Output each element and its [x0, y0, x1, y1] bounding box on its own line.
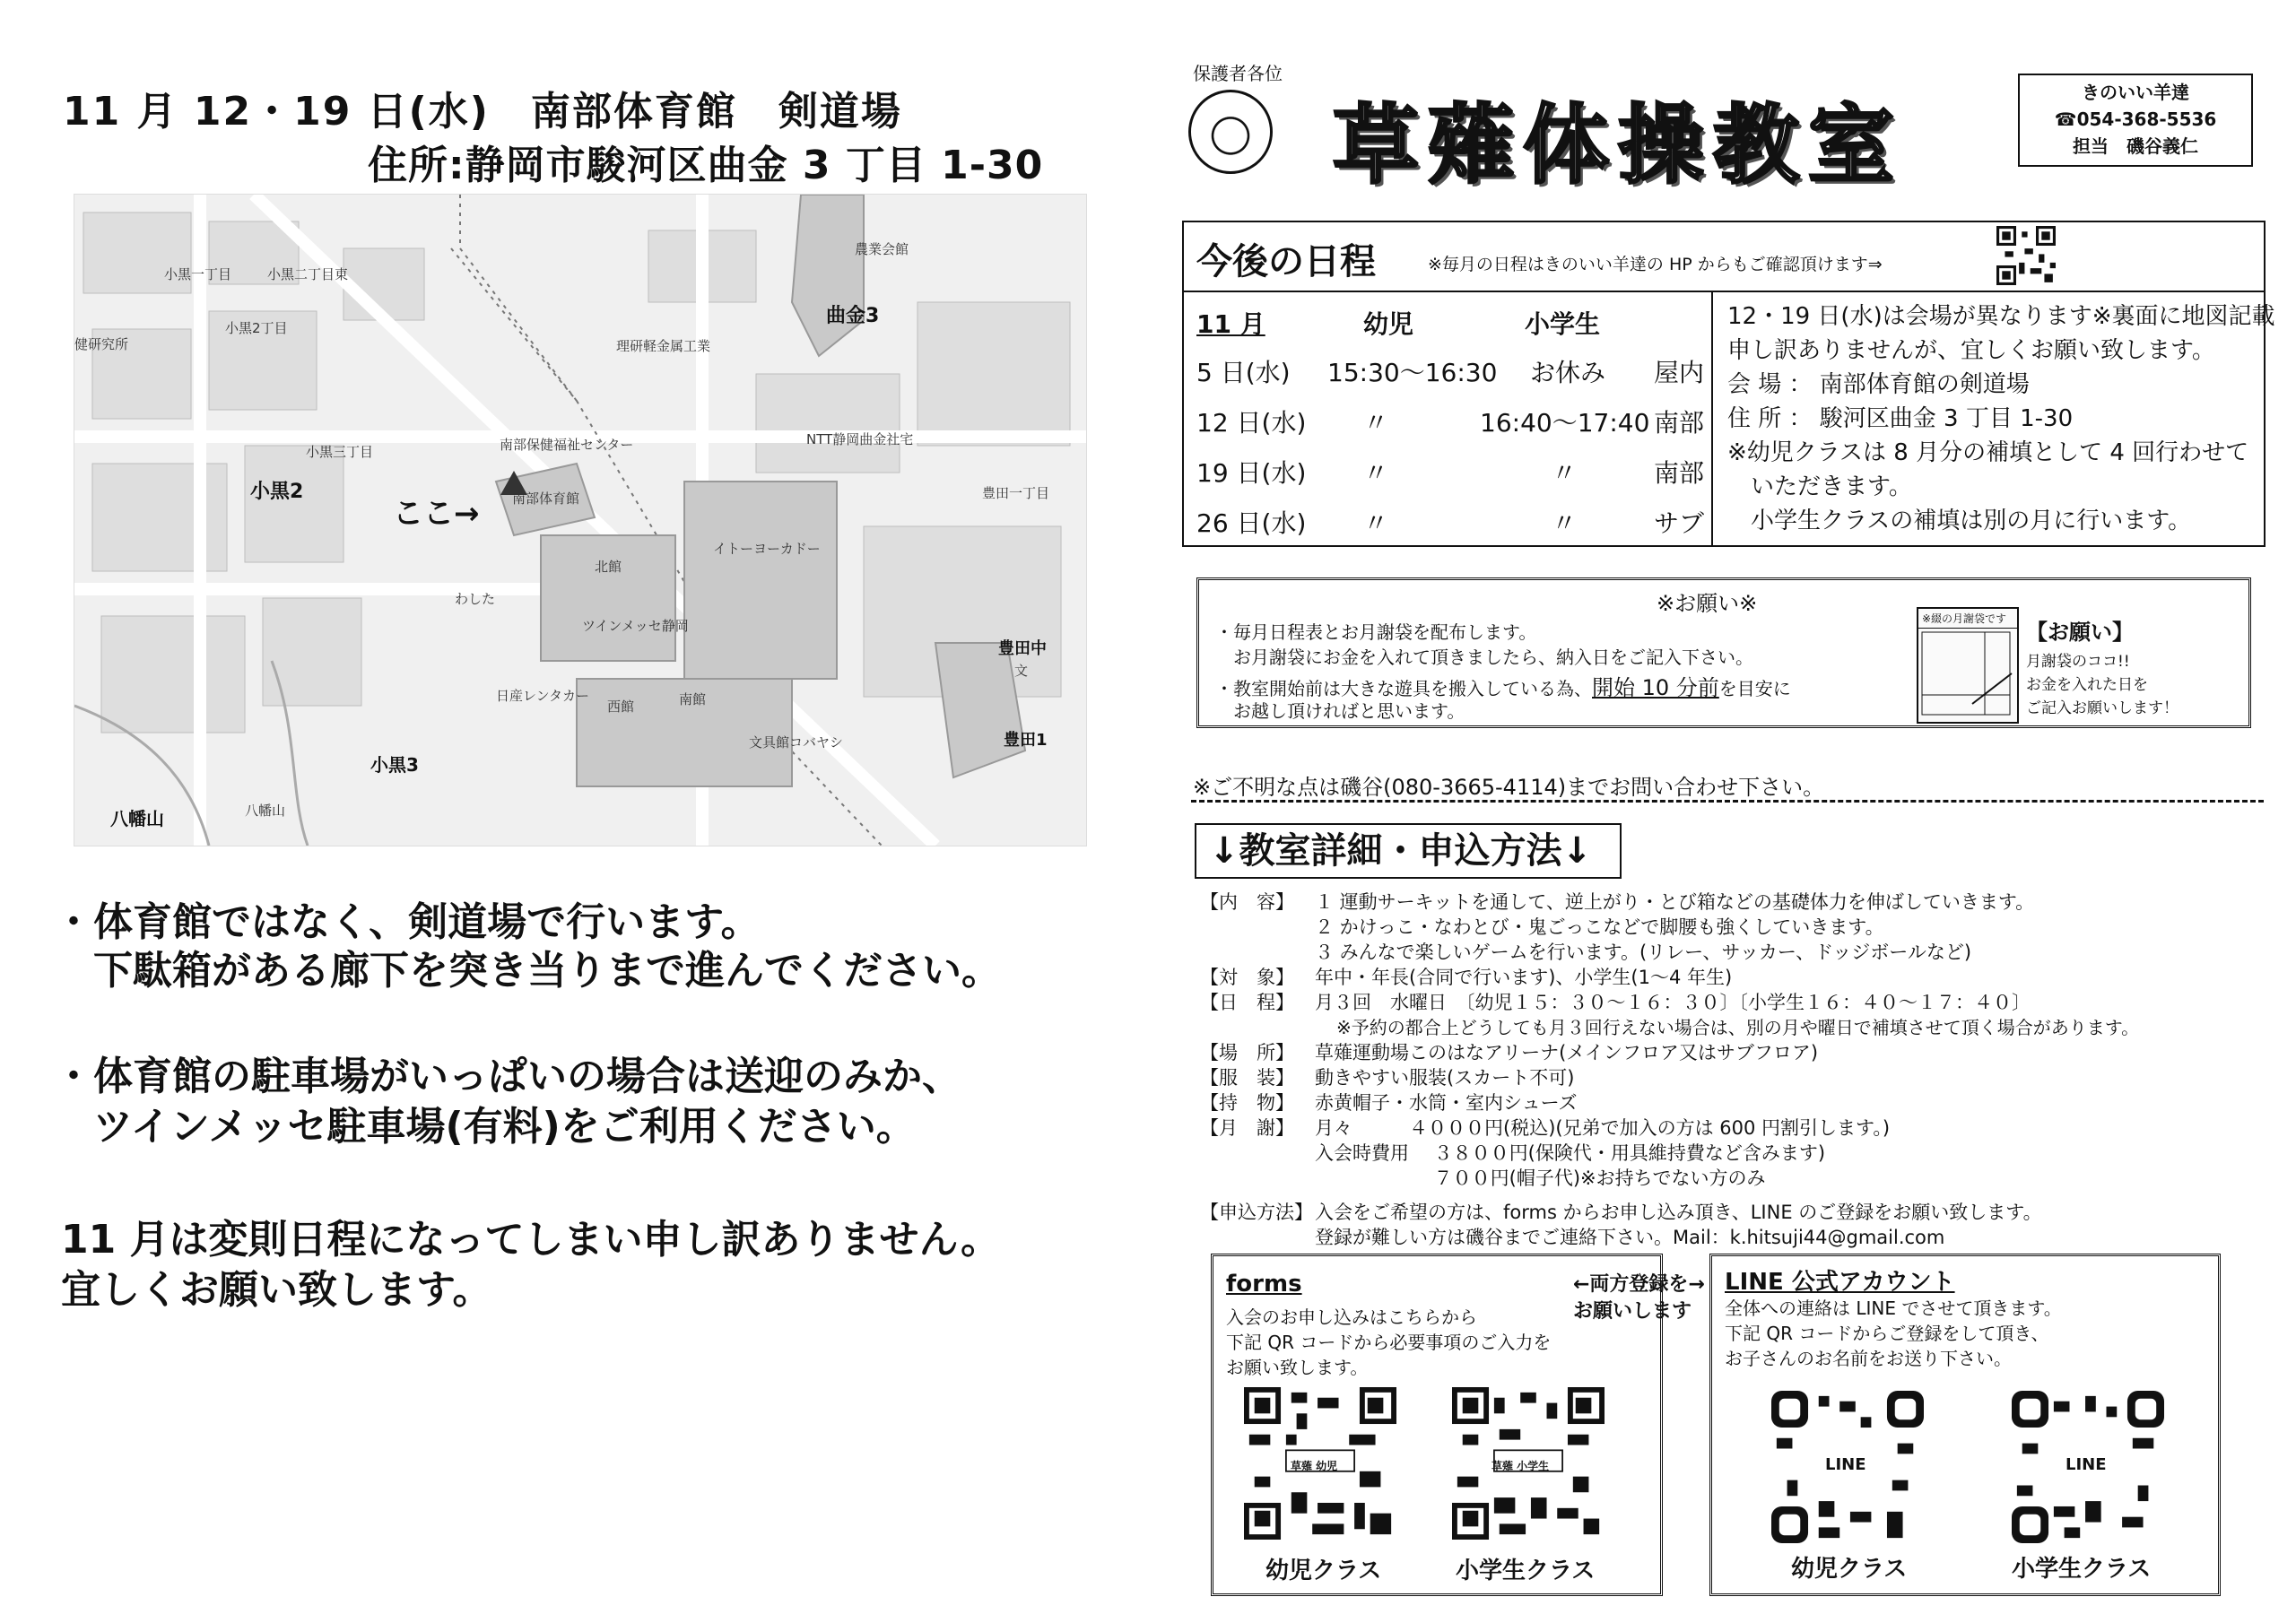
contact-org: きのいい羊達	[2082, 82, 2189, 103]
cut-line	[1191, 800, 2264, 803]
detail-row	[1200, 888, 2034, 915]
envelope-label: ※綴の月謝袋です	[1918, 609, 2017, 629]
map-label: 文具館コバヤシ	[749, 734, 843, 751]
map-label: 曲金3	[826, 305, 880, 327]
detail-row	[1200, 938, 1971, 965]
envelope-grid-icon	[1918, 629, 2013, 718]
infant-header: 幼児	[1363, 309, 1414, 339]
forms-line: お願い致します。	[1226, 1357, 1369, 1378]
detail-key: 【対 象】	[1200, 967, 1294, 988]
forms-caption-infant: 幼児クラス	[1265, 1558, 1382, 1584]
map-label: 西館	[607, 699, 635, 715]
line-caption-infant: 幼児クラス	[1791, 1556, 1908, 1583]
area-map	[74, 194, 1087, 846]
line-heading: LINE 公式アカウント	[1725, 1269, 1955, 1296]
detail-row	[1200, 1114, 1890, 1141]
elementary-header: 小学生	[1525, 309, 1601, 339]
line-qr1-label: LINE	[1825, 1455, 1866, 1474]
note-line: ・体育館の駐車場がいっぱいの場合は送迎のみか、	[54, 1054, 961, 1099]
detail-key: 【日 程】	[1200, 992, 1294, 1013]
inquiry-note: ※ご不明な点は磯谷(080-3665-4114)までお問い合わせ下さい。	[1193, 775, 1825, 800]
row-date: 26 日(水)	[1196, 508, 1307, 538]
detail-row	[1200, 1164, 1765, 1191]
map-label: 小黒3	[370, 754, 419, 776]
detail-row	[1200, 1038, 1818, 1065]
schedule-divider	[1711, 291, 1713, 547]
row-date: 5 日(水)	[1196, 358, 1291, 387]
map-label: 豊田一丁目	[982, 485, 1050, 501]
map-label: 北館	[595, 559, 622, 575]
schedule-note: 12・19 日(水)は会場が異なります※裏面に地図記載	[1727, 303, 2275, 330]
request-line: お月謝袋にお金を入れて頂きましたら、納入日をご記入下さい。	[1215, 647, 1753, 668]
row-place: 南部	[1654, 408, 1705, 438]
detail-key: 【服 装】	[1200, 1067, 1294, 1089]
detail-key: 【月 謝】	[1200, 1117, 1294, 1139]
detail-value: ２ かけっこ・なわとび・鬼ごっこなどで脚腰も強くしていきます。	[1315, 916, 1884, 938]
request-emphasis: 開始 10 分前	[1592, 675, 1719, 700]
register-both-note	[1573, 1271, 1705, 1325]
forms-line: 下記 QR コードから必要事項のご入力を	[1226, 1332, 1552, 1353]
detail-key: 【場 所】	[1200, 1042, 1294, 1063]
onegai-heading: 【お願い】	[2026, 620, 2134, 645]
onegai-line: ご記入お願いします！	[2026, 699, 2179, 717]
address-heading: 住所:静岡市駿河区曲金 3 丁目 1-30	[368, 143, 1044, 188]
contact-box	[2018, 74, 2253, 167]
map-label: 小黒三丁目	[306, 444, 374, 460]
forms-line: 入会のお申し込みはこちらから	[1226, 1306, 1477, 1328]
request-line: ・毎月日程表とお月謝袋を配布します。	[1215, 621, 1537, 643]
note-line: 11 月は変則日程になってしまい申し訳ありません。	[61, 1217, 1001, 1263]
row-elem: 〃	[1552, 508, 1578, 538]
line-line: お子さんのお名前をお送り下さい。	[1725, 1348, 2012, 1369]
schedule-note: ※幼児クラスは 8 月分の補填として 4 回行わせて	[1727, 439, 2249, 466]
schedule-note: 住 所 ： 駿河区曲金 3 丁目 1-30	[1727, 405, 2074, 432]
contact-person: 担当 磯谷義仁	[2073, 135, 2198, 157]
request-line: お越し頂ければと思います。	[1215, 700, 1465, 722]
hp-qr-code-icon[interactable]	[1996, 226, 2056, 285]
detail-key: 【申込方法】	[1200, 1202, 1313, 1223]
venue-heading: 11 月 12・19 日(水) 南部体育館 剣道場	[63, 89, 902, 135]
map-label: 南部体育館	[512, 490, 580, 507]
map-label: 八幡山	[245, 803, 286, 819]
row-place: 屋内	[1654, 358, 1705, 387]
map-label: イトーヨーカドー	[713, 541, 821, 557]
line-line: 下記 QR コードからご登録をして頂き、	[1725, 1323, 2049, 1344]
forms-heading: forms	[1226, 1271, 1302, 1298]
register-both-line: お願いします	[1573, 1300, 1692, 1323]
map-label: 南部保健福祉センター	[500, 437, 634, 453]
map-label: 日産レンタカー	[496, 688, 590, 704]
line-qr2-label: LINE	[2066, 1455, 2107, 1474]
detail-value: 年中・年長(合同で行います)、小学生(1～4 年生)	[1315, 967, 1733, 988]
request-title: ※お願い※	[1657, 591, 1758, 616]
envelope-illustration	[1917, 607, 2019, 724]
row-elem: 〃	[1552, 458, 1578, 488]
map-label: NTT静岡曲金社宅	[806, 431, 914, 447]
forms-caption-elementary: 小学生クラス	[1456, 1558, 1596, 1584]
detail-value: １ 運動サーキットを通して、逆上がり・とび箱などの基礎体力を伸ばしていきます。	[1315, 891, 2035, 913]
line-box	[1709, 1254, 2221, 1596]
map-label: 南館	[679, 691, 707, 707]
note-line: 宜しくお願い致します。	[61, 1267, 492, 1313]
detail-row	[1200, 1089, 1578, 1115]
forms-qr1-label: 草薙 幼児	[1291, 1460, 1338, 1472]
schedule-title: 今後の日程	[1196, 241, 1376, 282]
line-caption-elementary: 小学生クラス	[2012, 1556, 2152, 1583]
detail-value: 赤黄帽子・水筒・室内シューズ	[1315, 1092, 1578, 1114]
detail-value: ３ みんなで楽しいゲームを行います。(リレー、サッカー、ドッジボールなど)	[1315, 942, 1972, 963]
details-title: ↓教室詳細・申込方法↓	[1195, 823, 1622, 879]
map-label: 健研究所	[74, 336, 129, 352]
detail-value: 入会をご希望の方は、forms からお申し込み頂き、LINE のご登録をお願い致します。	[1315, 1202, 2042, 1223]
forms-qr2-label: 草薙 小学生	[1492, 1460, 1550, 1472]
detail-value: 月３回 水曜日 〔幼児１５：３０～１６：３０〕〔小学生１６：４０～１７：４０〕	[1315, 992, 2031, 1013]
map-label: 小黒一丁目	[164, 266, 232, 282]
note-line: ツインメッセ駐車場(有料)をご利用ください。	[54, 1104, 916, 1150]
schedule-header	[1184, 222, 2264, 292]
detail-value: 月々 ４０００円(税込)(兄弟で加入の方は 600 円割引します。)	[1315, 1117, 1891, 1139]
detail-value: ７００円(帽子代)※お持ちでない方のみ	[1315, 1167, 1766, 1189]
page-title: 草薙体操教室	[1333, 95, 1903, 195]
onegai-line: お金を入れた日を	[2026, 676, 2148, 694]
addressee: 保護者各位	[1193, 63, 1283, 84]
map-label: 小黒二丁目東	[267, 266, 349, 282]
detail-row	[1200, 988, 2031, 1015]
schedule-note: 会 場 ： 南部体育館の剣道場	[1727, 371, 2030, 398]
row-infant: 〃	[1363, 408, 1389, 438]
request-text: ・教室開始前は大きな遊具を搬入している為、	[1215, 678, 1592, 699]
note-line: ・体育館ではなく、剣道場で行います。	[54, 899, 761, 945]
detail-row	[1200, 1139, 1825, 1166]
month-header: 11 月	[1196, 309, 1265, 339]
detail-row	[1200, 963, 1732, 990]
map-label: 理研軽金属工業	[616, 338, 711, 354]
onegai-text	[2026, 650, 2179, 720]
schedule-note: 申し訳ありませんが、宜しくお願い致します。	[1727, 337, 2215, 364]
schedule-note: いただきます。	[1727, 473, 1912, 500]
row-infant: 〃	[1363, 458, 1389, 488]
detail-value: 登録が難しい方は磯谷までご連絡下さい。Mail：k.hitsuji44@gmail.com	[1315, 1227, 1945, 1248]
row-date: 12 日(水)	[1196, 408, 1307, 438]
line-line: 全体への連絡は LINE でさせて頂きます。	[1725, 1298, 2062, 1319]
detail-row	[1200, 1063, 1574, 1090]
row-place: 南部	[1654, 458, 1705, 488]
row-elem: 16:40～17:40	[1480, 408, 1650, 438]
contact-phone: ☎054-368-5536	[2054, 108, 2217, 130]
detail-key: 【内 容】	[1200, 891, 1294, 913]
schedule-hint: ※毎月の日程はきのいい羊達の HP からもご確認頂けます⇒	[1428, 255, 1883, 274]
schedule-note: 小学生クラスの補填は別の月に行います。	[1727, 508, 2192, 534]
detail-value: 草薙運動場このはなアリーナ(メインフロア又はサブフロア)	[1315, 1042, 1819, 1063]
detail-row	[1200, 1223, 1944, 1250]
map-label: 文	[1014, 663, 1029, 679]
map-graphic	[74, 195, 1086, 846]
detail-value: 入会時費用 ３８００円(保険代・用具維持費など含みます)	[1315, 1142, 1826, 1164]
row-place: サブ	[1654, 508, 1705, 538]
map-label: 小黒2	[250, 481, 304, 503]
request-box	[1196, 577, 2251, 728]
map-label: ツインメッセ静岡	[582, 618, 689, 634]
row-date: 19 日(水)	[1196, 458, 1307, 488]
map-label: 小黒2丁目	[225, 320, 288, 336]
map-label: 農業会館	[855, 241, 909, 257]
request-text: を目安に	[1718, 678, 1791, 699]
map-label: わした	[455, 591, 496, 607]
map-label: 豊田中	[998, 639, 1047, 658]
detail-row	[1200, 1198, 2042, 1225]
detail-row	[1336, 1013, 2139, 1039]
row-infant: 〃	[1363, 508, 1389, 538]
sheep-logo-icon	[1188, 90, 1273, 174]
register-both-line: ←両方登録を→	[1573, 1273, 1705, 1296]
note-line: 下駄箱がある廊下を突き当りまで進んでください。	[54, 948, 1001, 994]
row-infant: 15:30～16:30	[1327, 358, 1498, 387]
detail-value: 動きやすい服装(スカート不可)	[1315, 1067, 1575, 1089]
map-label: 豊田1	[1004, 731, 1048, 750]
map-label: 八幡山	[110, 808, 164, 829]
detail-key: 【持 物】	[1200, 1092, 1294, 1114]
onegai-line: 月謝袋のココ!!	[2026, 653, 2130, 671]
detail-value: ※予約の都合上どうしても月３回行えない場合は、別の月や曜日で補填させて頂く場合があります。	[1336, 1017, 2140, 1038]
schedule-box	[1182, 221, 2275, 547]
detail-row	[1200, 913, 1884, 940]
here-marker: ここ→	[393, 496, 480, 532]
row-elem: お休み	[1530, 358, 1606, 387]
